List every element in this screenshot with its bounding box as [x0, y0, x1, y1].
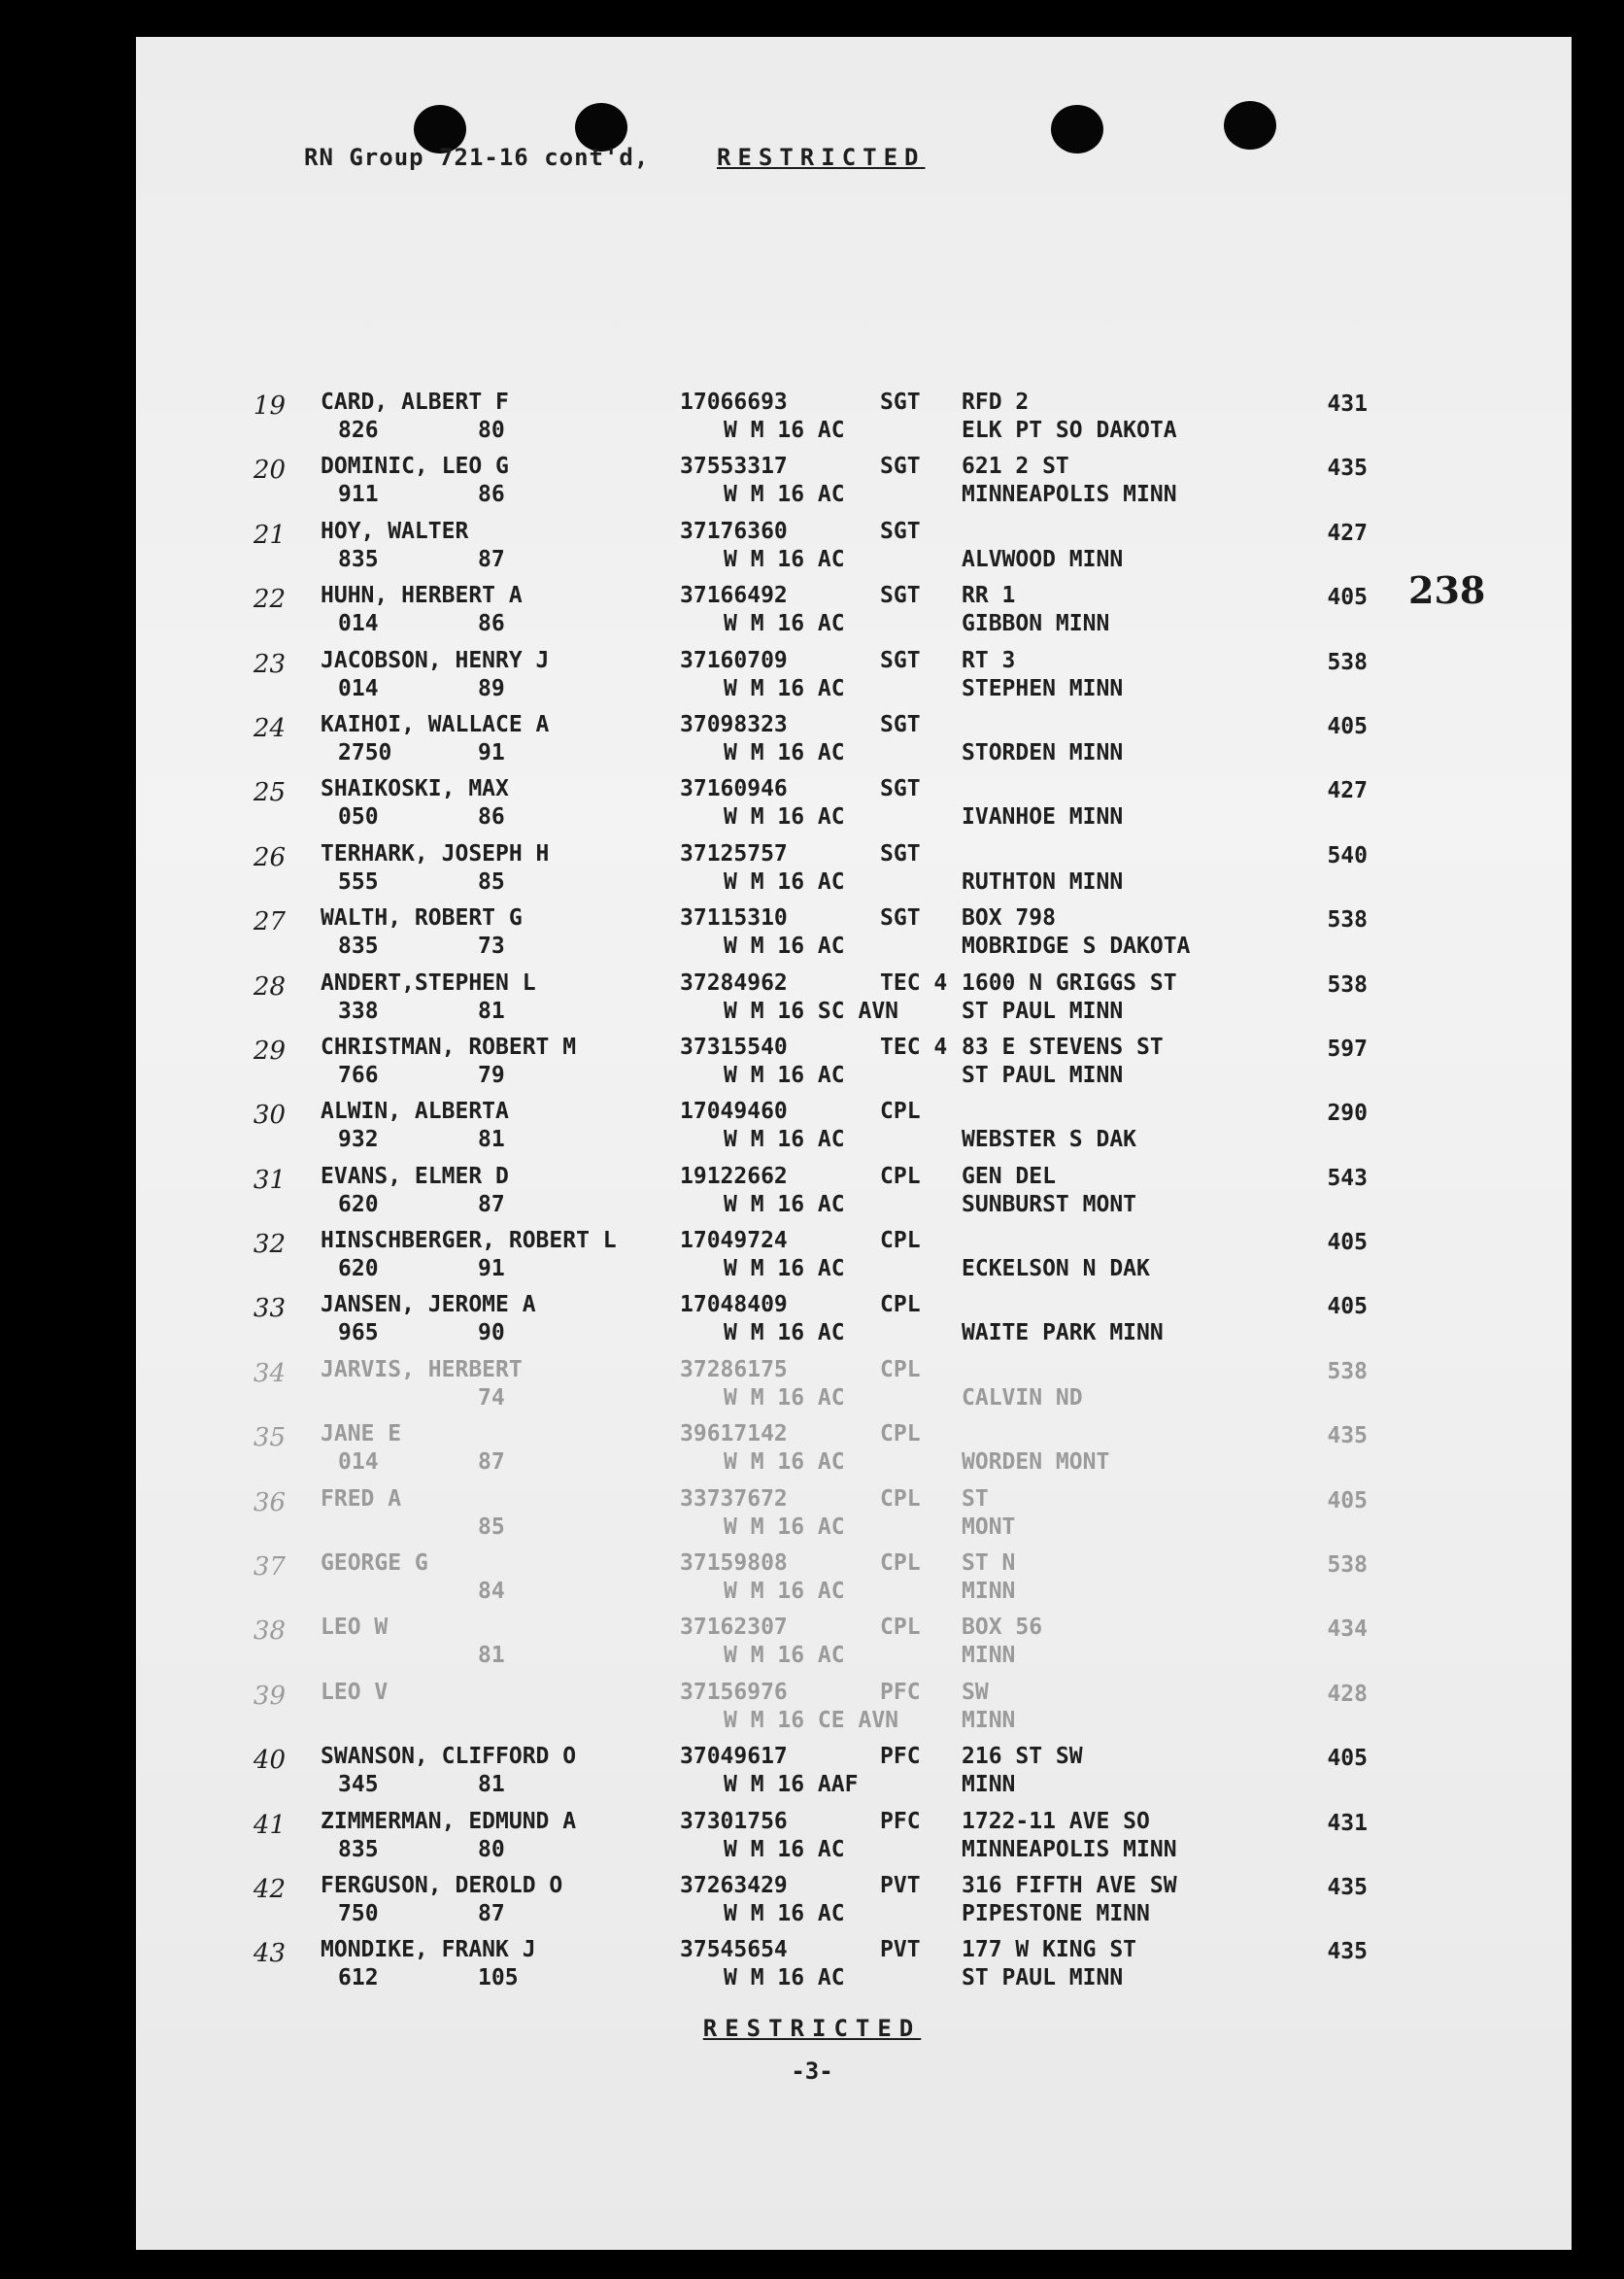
entry-code-b: 81 — [478, 1772, 505, 1798]
entry-serial-number: 37301756 — [680, 1808, 788, 1834]
entry-name: CARD, ALBERT F — [321, 390, 509, 415]
entry-rank: SGT — [880, 776, 921, 802]
entry-number: 27 — [253, 907, 286, 937]
entry-address-line2: MINNEAPOLIS MINN — [962, 482, 1177, 508]
entry-address-line2: MINN — [962, 1643, 1016, 1669]
entry-serial-number: 37284962 — [680, 969, 788, 996]
entry-serial-number: 37545654 — [680, 1937, 788, 1963]
roster-entry — [0, 1227, 1624, 1291]
entry-code: 538 — [1327, 971, 1368, 998]
entry-address-line2: ALVWOOD MINN — [962, 546, 1124, 572]
entry-code: 428 — [1327, 1681, 1368, 1707]
roster-entry — [0, 518, 1624, 582]
entry-name: HUHN, HERBERT A — [321, 583, 523, 609]
entry-code-b: 87 — [478, 1191, 505, 1217]
entry-rank: CPL — [880, 1356, 921, 1382]
entry-code-a: 014 — [338, 675, 379, 701]
entry-address-line1: RFD 2 — [962, 390, 1030, 415]
roster-list — [0, 389, 1624, 2001]
entry-number: 38 — [253, 1616, 286, 1647]
entry-code: 543 — [1327, 1165, 1368, 1191]
entry-serial-number: 37156976 — [680, 1679, 788, 1705]
entry-unit: W M 16 AC — [724, 1384, 845, 1411]
entry-name: LEO V — [321, 1679, 389, 1705]
entry-address-line1: 1722-11 AVE SO — [962, 1808, 1150, 1834]
entry-serial-number: 37286175 — [680, 1356, 788, 1382]
entry-code-a: 835 — [338, 546, 379, 572]
roster-entry — [0, 1356, 1624, 1420]
entry-name: LEO W — [321, 1615, 389, 1641]
entry-code-a: 965 — [338, 1320, 379, 1346]
entry-code-b: 73 — [478, 934, 505, 960]
entry-address-line2: MINN — [962, 1707, 1016, 1733]
roster-entry — [0, 1808, 1624, 1872]
entry-name: EVANS, ELMER D — [321, 1163, 509, 1189]
entry-address-line1: BOX 798 — [962, 905, 1056, 932]
entry-unit: W M 16 AC — [724, 1127, 845, 1153]
entry-code-b: 105 — [478, 1965, 519, 1991]
entry-unit: W M 16 AC — [724, 934, 845, 960]
entry-address-line1: 1600 N GRIGGS ST — [962, 969, 1177, 996]
entry-code: 405 — [1327, 1746, 1368, 1772]
entry-serial-number: 17049724 — [680, 1228, 788, 1254]
entry-code-b: 90 — [478, 1320, 505, 1346]
entry-unit: W M 16 AC — [724, 1579, 845, 1605]
entry-code: 538 — [1327, 1358, 1368, 1384]
roster-entry — [0, 1679, 1624, 1743]
entry-serial-number: 37115310 — [680, 905, 788, 932]
entry-rank: CPL — [880, 1228, 921, 1254]
header-title: RN Group 721-16 cont'd, — [304, 144, 650, 171]
entry-code-a: 835 — [338, 934, 379, 960]
entry-serial-number: 37159808 — [680, 1550, 788, 1577]
entry-unit: W M 16 AC — [724, 1514, 845, 1540]
entry-code-a: 2750 — [338, 739, 392, 765]
entry-code-b: 85 — [478, 1514, 505, 1540]
entry-name: DOMINIC, LEO G — [321, 454, 509, 480]
entry-code: 427 — [1327, 520, 1368, 546]
entry-number: 43 — [253, 1939, 286, 1969]
entry-address-line2: MOBRIDGE S DAKOTA — [962, 934, 1191, 960]
entry-code-b: 87 — [478, 1449, 505, 1476]
entry-address-line2: MONT — [962, 1514, 1016, 1540]
entry-code-b: 91 — [478, 1256, 505, 1282]
entry-rank: TEC 4 — [880, 969, 948, 996]
entry-address-line2: ELK PT SO DAKOTA — [962, 418, 1177, 443]
entry-unit: W M 16 AC — [724, 739, 845, 765]
entry-number: 39 — [253, 1681, 286, 1711]
entry-unit: W M 16 CE AVN — [724, 1707, 899, 1733]
entry-address-line2: STORDEN MINN — [962, 739, 1124, 765]
entry-name: ZIMMERMAN, EDMUND A — [321, 1808, 577, 1834]
entry-code-a: 620 — [338, 1256, 379, 1282]
entry-number: 40 — [253, 1746, 286, 1776]
entry-serial-number: 37098323 — [680, 711, 788, 737]
entry-name: GEORGE G — [321, 1550, 428, 1577]
entry-code-b: 86 — [478, 804, 505, 831]
roster-entry — [0, 1485, 1624, 1549]
entry-rank: PVT — [880, 1937, 921, 1963]
entry-number: 34 — [253, 1358, 286, 1388]
entry-rank: CPL — [880, 1292, 921, 1318]
entry-name: HINSCHBERGER, ROBERT L — [321, 1228, 617, 1254]
roster-entry — [0, 1420, 1624, 1484]
entry-rank: PFC — [880, 1679, 921, 1705]
roster-entry — [0, 711, 1624, 775]
page-number: -3- — [791, 2058, 833, 2085]
entry-serial-number: 33737672 — [680, 1485, 788, 1512]
entry-serial-number: 17049460 — [680, 1099, 788, 1125]
roster-entry — [0, 1743, 1624, 1807]
entry-address-line1: SW — [962, 1679, 989, 1705]
entry-code: 435 — [1327, 1939, 1368, 1965]
entry-unit: W M 16 AC — [724, 675, 845, 701]
roster-entry — [0, 775, 1624, 839]
entry-code-b: 86 — [478, 482, 505, 508]
roster-entry — [0, 1291, 1624, 1355]
footer-restricted-stamp: RESTRICTED — [702, 2015, 922, 2042]
entry-unit: W M 16 AC — [724, 1836, 845, 1862]
entry-code-b: 89 — [478, 675, 505, 701]
entry-rank: SGT — [880, 711, 921, 737]
entry-rank: CPL — [880, 1421, 921, 1447]
roster-entry — [0, 1936, 1624, 2000]
entry-address-line1: 83 E STEVENS ST — [962, 1034, 1164, 1060]
entry-unit: W M 16 AC — [724, 1965, 845, 1991]
entry-code: 427 — [1327, 778, 1368, 804]
entry-name: FRED A — [321, 1485, 402, 1512]
entry-code-b: 87 — [478, 1900, 505, 1926]
entry-code: 435 — [1327, 456, 1368, 482]
entry-rank: SGT — [880, 583, 921, 609]
entry-number: 37 — [253, 1552, 286, 1582]
entry-address-line2: MINNEAPOLIS MINN — [962, 1836, 1177, 1862]
roster-entry — [0, 582, 1624, 646]
entry-code: 538 — [1327, 1552, 1368, 1579]
entry-serial-number: 37176360 — [680, 518, 788, 544]
entry-unit: W M 16 AC — [724, 804, 845, 831]
entry-code-a: 835 — [338, 1836, 379, 1862]
roster-entry — [0, 453, 1624, 517]
entry-number: 33 — [253, 1294, 286, 1324]
entry-number: 31 — [253, 1165, 286, 1195]
entry-address-line2: SUNBURST MONT — [962, 1191, 1137, 1217]
roster-entry — [0, 969, 1624, 1034]
entry-name: ANDERT,STEPHEN L — [321, 969, 536, 996]
entry-rank: CPL — [880, 1099, 921, 1125]
entry-code-b: 84 — [478, 1579, 505, 1605]
entry-rank: PFC — [880, 1744, 921, 1770]
entry-address-line2: MINN — [962, 1579, 1016, 1605]
entry-code: 538 — [1327, 649, 1368, 675]
margin-page-number: 238 — [1408, 568, 1486, 612]
entry-code: 435 — [1327, 1423, 1368, 1449]
entry-code: 290 — [1327, 1101, 1368, 1127]
entry-serial-number: 37162307 — [680, 1615, 788, 1641]
entry-rank: CPL — [880, 1615, 921, 1641]
entry-unit: W M 16 AC — [724, 546, 845, 572]
roster-entry — [0, 840, 1624, 904]
entry-unit: W M 16 AC — [724, 1643, 845, 1669]
entry-code-a: 612 — [338, 1965, 379, 1991]
entry-number: 32 — [253, 1230, 286, 1260]
entry-code-b: 86 — [478, 611, 505, 637]
entry-address-line2: STEPHEN MINN — [962, 675, 1124, 701]
entry-code: 435 — [1327, 1874, 1368, 1900]
entry-address-line2: PIPESTONE MINN — [962, 1900, 1150, 1926]
entry-code-b: 79 — [478, 1062, 505, 1088]
entry-unit: W M 16 AC — [724, 1062, 845, 1088]
entry-serial-number: 37553317 — [680, 454, 788, 480]
entry-number: 36 — [253, 1487, 286, 1517]
entry-code-a: 338 — [338, 998, 379, 1024]
entry-code-a: 826 — [338, 418, 379, 443]
entry-rank: SGT — [880, 454, 921, 480]
entry-code: 434 — [1327, 1616, 1368, 1643]
entry-unit: W M 16 AC — [724, 482, 845, 508]
entry-unit: W M 16 SC AVN — [724, 998, 899, 1024]
entry-code-a: 620 — [338, 1191, 379, 1217]
roster-entry — [0, 1872, 1624, 1936]
entry-number: 30 — [253, 1101, 286, 1131]
entry-name: MONDIKE, FRANK J — [321, 1937, 536, 1963]
entry-code: 540 — [1327, 842, 1368, 868]
entry-number: 26 — [253, 842, 286, 872]
entry-number: 42 — [253, 1874, 286, 1904]
entry-rank: TEC 4 — [880, 1034, 948, 1060]
roster-entry — [0, 1614, 1624, 1678]
entry-code-a: 014 — [338, 1449, 379, 1476]
entry-serial-number: 37160946 — [680, 776, 788, 802]
entry-name: SWANSON, CLIFFORD O — [321, 1744, 577, 1770]
entry-address-line1: 316 FIFTH AVE SW — [962, 1872, 1177, 1898]
entry-code-b: 80 — [478, 1836, 505, 1862]
entry-name: SHAIKOSKI, MAX — [321, 776, 509, 802]
entry-address-line1: BOX 56 — [962, 1615, 1043, 1641]
entry-address-line2: WEBSTER S DAK — [962, 1127, 1137, 1153]
entry-rank: SGT — [880, 518, 921, 544]
entry-serial-number: 37315540 — [680, 1034, 788, 1060]
entry-serial-number: 37263429 — [680, 1872, 788, 1898]
entry-rank: SGT — [880, 905, 921, 932]
entry-unit: W M 16 AC — [724, 1191, 845, 1217]
entry-code-a: 014 — [338, 611, 379, 637]
entry-code: 405 — [1327, 1230, 1368, 1256]
entry-address-line1: ST N — [962, 1550, 1016, 1577]
entry-code-a: 750 — [338, 1900, 379, 1926]
entry-address-line1: 621 2 ST — [962, 454, 1069, 480]
entry-name: WALTH, ROBERT G — [321, 905, 523, 932]
entry-unit: W M 16 AC — [724, 1320, 845, 1346]
entry-address-line1: GEN DEL — [962, 1163, 1056, 1189]
entry-code-a: 932 — [338, 1127, 379, 1153]
entry-number: 29 — [253, 1036, 286, 1066]
entry-serial-number: 37166492 — [680, 583, 788, 609]
entry-name: JACOBSON, HENRY J — [321, 647, 550, 673]
entry-number: 25 — [253, 778, 286, 808]
entry-address-line2: WAITE PARK MINN — [962, 1320, 1164, 1346]
entry-name: JANE E — [321, 1421, 402, 1447]
entry-serial-number: 17066693 — [680, 390, 788, 415]
roster-entry — [0, 1098, 1624, 1162]
entry-address-line1: RT 3 — [962, 647, 1016, 673]
entry-address-line2: MINN — [962, 1772, 1016, 1798]
entry-serial-number: 17048409 — [680, 1292, 788, 1318]
entry-unit: W M 16 AC — [724, 1256, 845, 1282]
entry-address-line1: ST — [962, 1485, 989, 1512]
entry-code-b: 85 — [478, 868, 505, 895]
punch-hole — [1051, 105, 1103, 153]
entry-unit: W M 16 AC — [724, 418, 845, 443]
entry-unit: W M 16 AC — [724, 1449, 845, 1476]
entry-code: 405 — [1327, 585, 1368, 611]
entry-code-a: 555 — [338, 868, 379, 895]
entry-address-line2: CALVIN ND — [962, 1384, 1083, 1411]
entry-number: 28 — [253, 971, 286, 1002]
entry-address-line1: 216 ST SW — [962, 1744, 1083, 1770]
entry-name: CHRISTMAN, ROBERT M — [321, 1034, 577, 1060]
entry-address-line1: 177 W KING ST — [962, 1937, 1137, 1963]
entry-serial-number: 37160709 — [680, 647, 788, 673]
entry-number: 23 — [253, 649, 286, 679]
entry-serial-number: 19122662 — [680, 1163, 788, 1189]
entry-number: 35 — [253, 1423, 286, 1453]
entry-rank: SGT — [880, 840, 921, 867]
entry-code: 405 — [1327, 1487, 1368, 1514]
roster-entry — [0, 1549, 1624, 1614]
entry-address-line2: ST PAUL MINN — [962, 1965, 1124, 1991]
entry-code-b: 81 — [478, 998, 505, 1024]
entry-code-a: 766 — [338, 1062, 379, 1088]
entry-serial-number: 37049617 — [680, 1744, 788, 1770]
entry-code: 538 — [1327, 907, 1368, 934]
entry-name: TERHARK, JOSEPH H — [321, 840, 550, 867]
entry-serial-number: 39617142 — [680, 1421, 788, 1447]
entry-address-line2: GIBBON MINN — [962, 611, 1110, 637]
entry-unit: W M 16 AAF — [724, 1772, 859, 1798]
entry-unit: W M 16 AC — [724, 611, 845, 637]
entry-rank: PVT — [880, 1872, 921, 1898]
roster-entry — [0, 904, 1624, 969]
entry-number: 19 — [253, 391, 286, 421]
entry-address-line1: RR 1 — [962, 583, 1016, 609]
entry-address-line2: IVANHOE MINN — [962, 804, 1124, 831]
entry-name: KAIHOI, WALLACE A — [321, 711, 550, 737]
entry-address-line2: ST PAUL MINN — [962, 998, 1124, 1024]
entry-code-b: 81 — [478, 1127, 505, 1153]
entry-serial-number: 37125757 — [680, 840, 788, 867]
entry-number: 20 — [253, 456, 286, 486]
entry-address-line2: ECKELSON N DAK — [962, 1256, 1150, 1282]
entry-code: 405 — [1327, 713, 1368, 739]
entry-code-a: 050 — [338, 804, 379, 831]
entry-code-b: 81 — [478, 1643, 505, 1669]
entry-number: 24 — [253, 713, 286, 743]
entry-name: FERGUSON, DEROLD O — [321, 1872, 563, 1898]
entry-code: 431 — [1327, 1810, 1368, 1836]
entry-code-b: 74 — [478, 1384, 505, 1411]
roster-entry — [0, 1034, 1624, 1098]
restricted-stamp: RESTRICTED — [717, 144, 926, 171]
entry-number: 41 — [253, 1810, 286, 1840]
roster-entry — [0, 389, 1624, 453]
entry-code: 597 — [1327, 1036, 1368, 1062]
entry-number: 21 — [253, 520, 286, 550]
roster-entry — [0, 647, 1624, 711]
roster-entry — [0, 1163, 1624, 1227]
entry-code-b: 91 — [478, 739, 505, 765]
entry-name: JANSEN, JEROME A — [321, 1292, 536, 1318]
entry-number: 22 — [253, 585, 286, 615]
entry-code: 431 — [1327, 391, 1368, 417]
entry-name: HOY, WALTER — [321, 518, 469, 544]
entry-address-line2: ST PAUL MINN — [962, 1062, 1124, 1088]
entry-address-line2: RUTHTON MINN — [962, 868, 1124, 895]
entry-address-line2: WORDEN MONT — [962, 1449, 1110, 1476]
entry-code-a: 345 — [338, 1772, 379, 1798]
entry-rank: PFC — [880, 1808, 921, 1834]
entry-name: JARVIS, HERBERT — [321, 1356, 523, 1382]
entry-code: 405 — [1327, 1294, 1368, 1320]
entry-unit: W M 16 AC — [724, 868, 845, 895]
entry-rank: CPL — [880, 1163, 921, 1189]
entry-rank: CPL — [880, 1550, 921, 1577]
entry-rank: CPL — [880, 1485, 921, 1512]
punch-hole — [1224, 101, 1276, 150]
entry-code-b: 80 — [478, 418, 505, 443]
entry-rank: SGT — [880, 390, 921, 415]
entry-rank: SGT — [880, 647, 921, 673]
entry-code-a: 911 — [338, 482, 379, 508]
entry-unit: W M 16 AC — [724, 1900, 845, 1926]
entry-name: ALWIN, ALBERTA — [321, 1099, 509, 1125]
entry-code-b: 87 — [478, 546, 505, 572]
